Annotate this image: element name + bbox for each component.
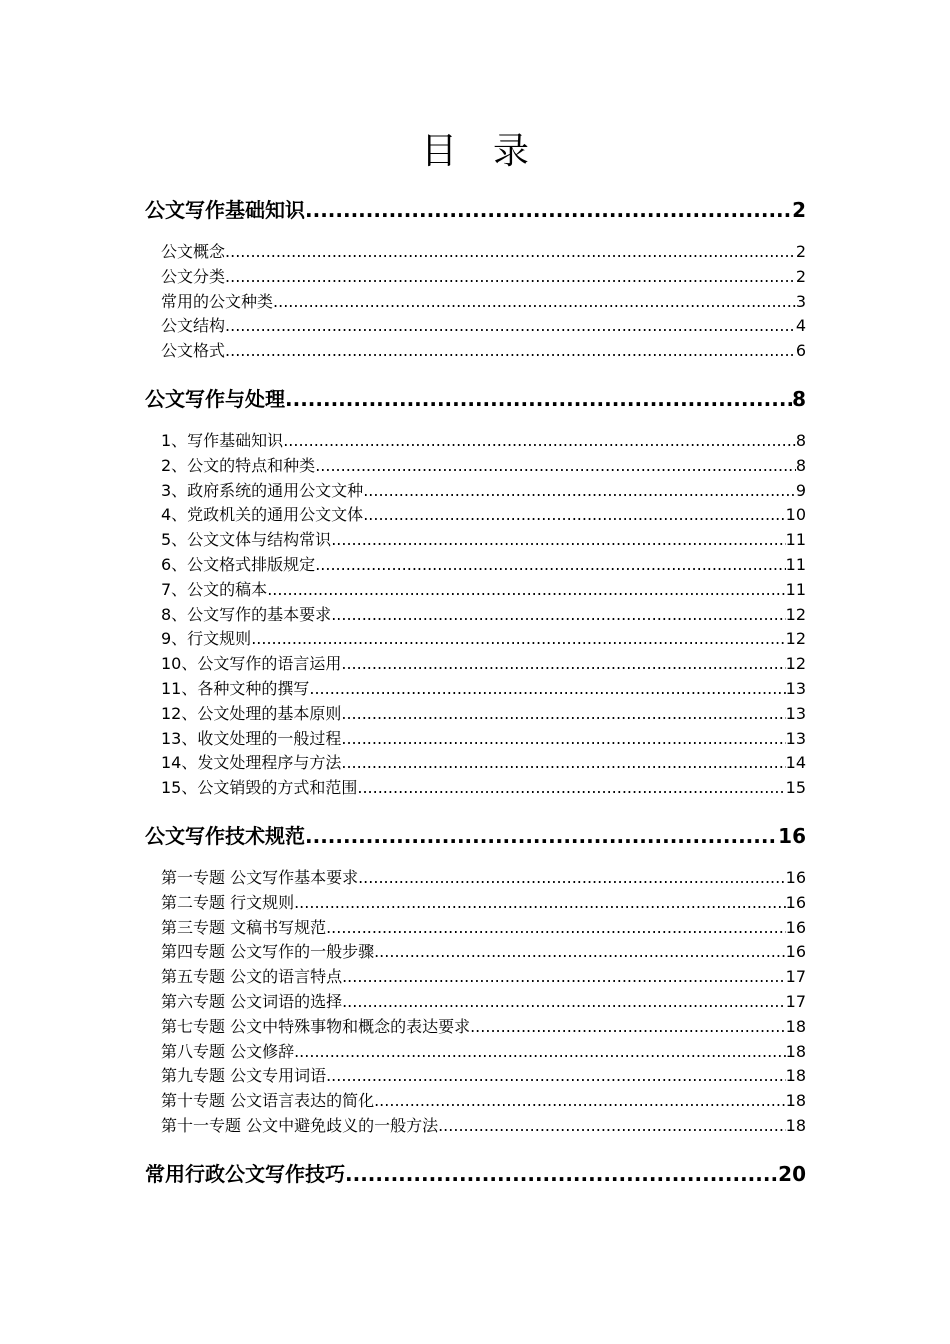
toc-subentry[interactable] — [145, 965, 806, 990]
toc-subentry-page: 12 — [785, 654, 806, 674]
toc-subentry-page: 8 — [795, 430, 806, 450]
toc-subentry-page: 6 — [795, 341, 806, 361]
toc-subentry-page: 16 — [785, 867, 806, 887]
toc-subentry-page: 18 — [785, 1115, 806, 1135]
toc-dot-leader — [363, 503, 785, 528]
toc-subentry-label: 公文结构 — [161, 316, 226, 336]
toc-subentry-label: 1、写作基础知识 — [161, 430, 284, 450]
toc-dot-leader — [225, 240, 796, 265]
toc-subentry-page: 2 — [795, 266, 806, 286]
toc-dot-leader — [341, 727, 785, 752]
toc-subentry-label: 第三专题 文稿书写规范 — [161, 917, 327, 937]
toc-dot-leader — [285, 384, 792, 414]
toc-subentry[interactable] — [145, 528, 806, 553]
toc-subentry-list — [145, 866, 806, 1139]
toc-subentry-label: 14、发文处理程序与方法 — [161, 753, 342, 773]
toc-subentry[interactable] — [145, 578, 806, 603]
toc-subentry-page: 12 — [785, 629, 806, 649]
toc-chapter-page: 8 — [792, 386, 806, 411]
toc-subentry-label: 第四专题 公文写作的一般步骤 — [161, 942, 375, 962]
toc-subentry-label: 第十专题 公文语言表达的简化 — [161, 1091, 375, 1111]
toc-dot-leader — [357, 776, 785, 801]
table-of-contents — [145, 195, 806, 1189]
toc-section — [145, 195, 806, 364]
toc-subentry[interactable] — [145, 1040, 806, 1065]
toc-dot-leader — [331, 603, 785, 628]
toc-subentry-label: 10、公文写作的语言运用 — [161, 654, 342, 674]
toc-dot-leader — [294, 891, 786, 916]
toc-subentry-page: 4 — [795, 316, 806, 336]
toc-subentry-label: 第五专题 公文的语言特点 — [161, 967, 343, 987]
toc-subentry-label: 5、公文文体与结构常识 — [161, 530, 332, 550]
toc-subentry-label: 11、各种文种的撰写 — [161, 678, 310, 698]
toc-subentry-label: 13、收文处理的一般过程 — [161, 728, 342, 748]
toc-subentry[interactable] — [145, 891, 806, 916]
toc-dot-leader — [341, 702, 785, 727]
toc-dot-leader — [225, 265, 796, 290]
toc-chapter-label: 公文写作基础知识 — [145, 198, 305, 222]
toc-subentry[interactable] — [145, 479, 806, 504]
toc-subentry-label: 第一专题 公文写作基本要求 — [161, 867, 359, 887]
toc-subentry[interactable] — [145, 314, 806, 339]
toc-subentry-label: 公文格式 — [161, 341, 226, 361]
toc-subentry[interactable] — [145, 751, 806, 776]
toc-dot-leader — [331, 528, 785, 553]
toc-subentry-page: 13 — [785, 728, 806, 748]
toc-subentry-page: 18 — [785, 1041, 806, 1061]
toc-dot-leader — [315, 454, 796, 479]
toc-dot-leader — [326, 916, 786, 941]
toc-subentry-list — [145, 429, 806, 801]
toc-subentry-list — [145, 240, 806, 364]
toc-subentry-page: 18 — [785, 1016, 806, 1036]
toc-subentry[interactable] — [145, 866, 806, 891]
toc-section — [145, 384, 806, 801]
toc-subentry-label: 2、公文的特点和种类 — [161, 455, 316, 475]
toc-chapter-page: 20 — [778, 1161, 806, 1186]
toc-dot-leader — [225, 339, 796, 364]
toc-subentry-page: 8 — [795, 455, 806, 475]
toc-dot-leader — [374, 1089, 786, 1114]
toc-subentry[interactable] — [145, 727, 806, 752]
toc-subentry-label: 6、公文格式排版规定 — [161, 554, 316, 574]
toc-subentry-page: 9 — [795, 480, 806, 500]
toc-subentry[interactable] — [145, 990, 806, 1015]
toc-subentry[interactable] — [145, 603, 806, 628]
toc-chapter-page: 16 — [778, 823, 806, 848]
toc-dot-leader — [342, 965, 786, 990]
toc-subentry[interactable] — [145, 1015, 806, 1040]
toc-subentry-label: 15、公文销毁的方式和范围 — [161, 778, 358, 798]
toc-subentry-page: 2 — [795, 242, 806, 261]
toc-dot-leader — [251, 627, 785, 652]
toc-subentry[interactable] — [145, 677, 806, 702]
toc-subentry-page: 11 — [785, 579, 806, 599]
toc-subentry-page: 17 — [785, 991, 806, 1011]
toc-section — [145, 821, 806, 1139]
toc-subentry-page: 10 — [785, 505, 806, 525]
toc-dot-leader — [358, 866, 786, 891]
toc-subentry-label: 第八专题 公文修辞 — [161, 1041, 295, 1061]
toc-dot-leader — [342, 990, 786, 1015]
toc-dot-leader — [341, 652, 785, 677]
toc-subentry-page: 12 — [785, 604, 806, 624]
toc-subentry-label: 7、公文的稿本 — [161, 579, 268, 599]
page-title: 目录 — [420, 131, 565, 172]
toc-dot-leader — [309, 677, 785, 702]
toc-subentry[interactable] — [145, 429, 806, 454]
toc-subentry-page: 11 — [785, 530, 806, 550]
toc-subentry-label: 第七专题 公文中特殊事物和概念的表达要求 — [161, 1016, 471, 1036]
toc-subentry[interactable] — [145, 940, 806, 965]
toc-chapter-entry[interactable] — [145, 1159, 806, 1189]
toc-subentry-label: 第十一专题 公文中避免歧义的一般方法 — [161, 1115, 439, 1135]
toc-dot-leader — [470, 1015, 786, 1040]
toc-dot-leader — [438, 1114, 786, 1139]
toc-dot-leader — [363, 479, 796, 504]
toc-subentry[interactable] — [145, 702, 806, 727]
toc-subentry-page: 15 — [785, 778, 806, 798]
toc-dot-leader — [326, 1064, 786, 1089]
toc-subentry[interactable] — [145, 240, 806, 265]
toc-subentry-label: 12、公文处理的基本原则 — [161, 703, 342, 723]
toc-subentry-label: 第二专题 行文规则 — [161, 892, 295, 912]
toc-subentry-label: 9、行文规则 — [161, 629, 252, 649]
toc-subentry[interactable] — [145, 290, 806, 315]
toc-subentry-page: 16 — [785, 942, 806, 962]
toc-subentry[interactable] — [145, 454, 806, 479]
toc-subentry-label: 第九专题 公文专用词语 — [161, 1066, 327, 1086]
toc-dot-leader — [283, 429, 796, 454]
toc-dot-leader — [345, 1159, 778, 1189]
toc-subentry-label: 常用的公文种类 — [161, 291, 274, 311]
toc-chapter-entry[interactable] — [145, 821, 806, 851]
toc-subentry[interactable] — [145, 627, 806, 652]
toc-subentry-page: 17 — [785, 967, 806, 987]
toc-subentry[interactable] — [145, 916, 806, 941]
toc-subentry-page: 13 — [785, 703, 806, 723]
toc-dot-leader — [315, 553, 785, 578]
toc-dot-leader — [267, 578, 785, 603]
toc-chapter-entry[interactable] — [145, 384, 806, 414]
toc-subentry[interactable] — [145, 339, 806, 364]
toc-dot-leader — [305, 195, 792, 225]
toc-subentry-label: 3、政府系统的通用公文文种 — [161, 480, 364, 500]
toc-subentry-label: 公文分类 — [161, 266, 226, 286]
toc-chapter-entry[interactable] — [145, 195, 806, 225]
toc-subentry-page: 13 — [785, 678, 806, 698]
toc-subentry-page: 11 — [785, 554, 806, 574]
toc-subentry-page: 14 — [785, 753, 806, 773]
toc-subentry-page: 18 — [785, 1091, 806, 1111]
toc-subentry[interactable] — [145, 553, 806, 578]
toc-subentry[interactable] — [145, 503, 806, 528]
toc-dot-leader — [225, 314, 796, 339]
toc-subentry-label: 8、公文写作的基本要求 — [161, 604, 332, 624]
toc-subentry[interactable] — [145, 652, 806, 677]
toc-subentry[interactable] — [145, 1064, 806, 1089]
toc-subentry-label: 4、党政机关的通用公文文体 — [161, 505, 364, 525]
toc-chapter-label: 公文写作技术规范 — [145, 823, 305, 848]
toc-chapter-label: 公文写作与处理 — [145, 386, 285, 411]
toc-chapter-page: 2 — [792, 198, 806, 222]
toc-subentry-label: 第六专题 公文词语的选择 — [161, 991, 343, 1011]
toc-dot-leader — [374, 940, 786, 965]
toc-subentry[interactable] — [145, 1114, 806, 1139]
toc-subentry-page: 16 — [785, 917, 806, 937]
toc-subentry[interactable] — [145, 1089, 806, 1114]
toc-subentry-page: 18 — [785, 1066, 806, 1086]
toc-dot-leader — [305, 821, 778, 851]
toc-subentry[interactable] — [145, 776, 806, 801]
toc-section — [145, 1159, 806, 1189]
toc-subentry-label: 公文概念 — [161, 242, 226, 261]
toc-dot-leader — [341, 751, 785, 776]
toc-subentry-page: 16 — [785, 892, 806, 912]
toc-dot-leader — [273, 290, 796, 315]
toc-subentry-page: 3 — [795, 291, 806, 311]
toc-chapter-label: 常用行政公文写作技巧 — [145, 1161, 345, 1186]
toc-subentry[interactable] — [145, 265, 806, 290]
toc-dot-leader — [294, 1040, 786, 1065]
